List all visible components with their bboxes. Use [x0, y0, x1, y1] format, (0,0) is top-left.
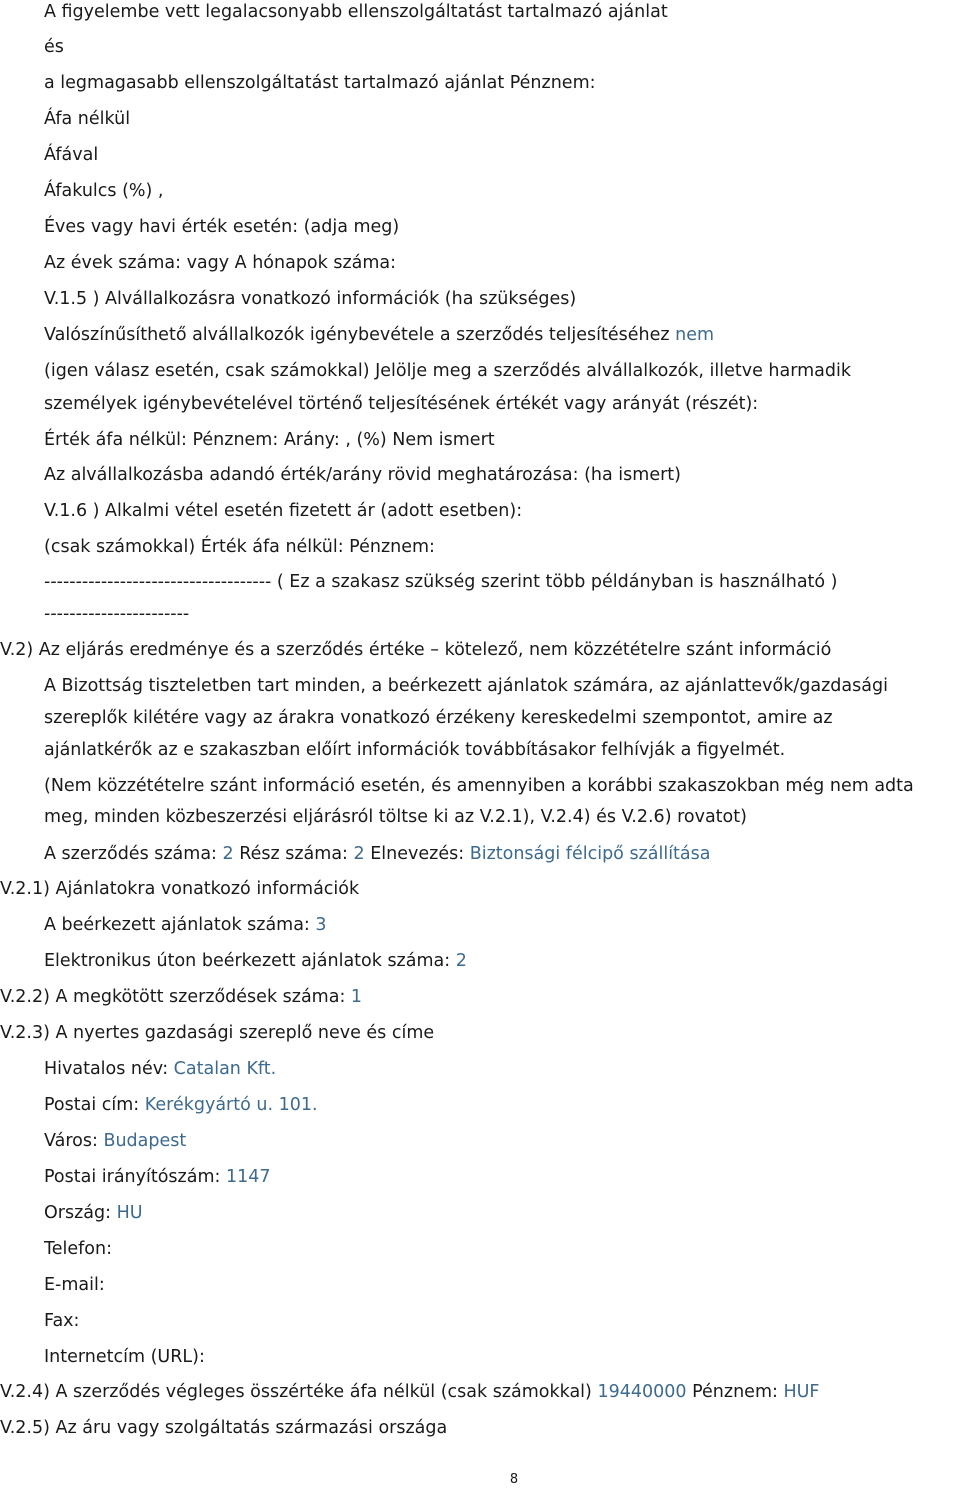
- field-label: Hivatalos név:: [44, 1059, 169, 1079]
- field-label: Elektronikus úton beérkezett ajánlatok száma:: [44, 951, 451, 971]
- field-label: Város:: [44, 1131, 98, 1151]
- text-line: [44, 215, 960, 239]
- text-line: [44, 1237, 960, 1261]
- text: -----------------------: [44, 604, 190, 624]
- text-line: [44, 1129, 960, 1153]
- text: személyek igénybevételével történő teljesítésének értékét vagy arányát (részét):: [44, 394, 759, 414]
- field-value: nem: [675, 325, 715, 345]
- text: V.2) Az eljárás eredménye és a szerződés értéke – kötelező, nem közzétételre szánt információ: [0, 640, 832, 660]
- text: a legmagasabb ellenszolgáltatást tartalmazó ajánlat Pénznem:: [44, 73, 596, 93]
- text-line: [44, 428, 960, 452]
- text: ------------------------------------ ( Ez a szakasz szükség szerint több példányban is használható ): [44, 572, 838, 592]
- section-heading: [44, 287, 960, 311]
- text: Valószínűsíthető alvállalkozók igénybevétele a szerződés teljesítéséhez: [44, 325, 670, 345]
- field-value: 2: [222, 844, 234, 864]
- field-value: 1147: [225, 1167, 271, 1187]
- text-line: [44, 738, 960, 762]
- section-heading: [0, 1416, 960, 1440]
- field-label: Elnevezés:: [370, 844, 465, 864]
- field-value: HU: [116, 1203, 143, 1223]
- text-line: [44, 107, 960, 131]
- field-label: E-mail:: [44, 1275, 105, 1295]
- text-line: [44, 359, 960, 383]
- text: Áfával: [44, 145, 99, 165]
- text: Az évek száma: vagy A hónapok száma:: [44, 253, 397, 273]
- text-line: [44, 535, 960, 559]
- text: V.2.3) A nyertes gazdasági szereplő neve és címe: [0, 1023, 435, 1043]
- section-heading: [0, 638, 960, 662]
- text: Érték áfa nélkül: Pénznem: Arány: , (%) Nem ismert: [44, 430, 495, 450]
- text-line: [44, 774, 960, 798]
- field-value: 1: [350, 987, 363, 1007]
- field-value: 2: [353, 844, 365, 864]
- text-line: [44, 143, 960, 167]
- field-label: V.2.4) A szerződés végleges összértéke áfa nélkül (csak számokkal): [0, 1382, 592, 1402]
- text: és: [44, 37, 64, 57]
- text-line: [44, 805, 960, 829]
- separator-line: [44, 570, 960, 594]
- text-line: [44, 674, 960, 698]
- text: V.2.1) Ajánlatokra vonatkozó információk: [0, 879, 360, 899]
- section-heading: [0, 1380, 960, 1404]
- field-label: Rész száma:: [239, 844, 348, 864]
- text: szereplők kilétére vagy az árakra vonatkozó érzékeny kereskedelmi szempontot, amire az: [44, 708, 833, 728]
- field-label: Fax:: [44, 1311, 80, 1331]
- text-line: [44, 1093, 960, 1117]
- field-label: Telefon:: [44, 1239, 112, 1259]
- text-line: [44, 1057, 960, 1081]
- text-line: [44, 1201, 960, 1225]
- field-label: Postai cím:: [44, 1095, 140, 1115]
- text-line: [44, 35, 960, 59]
- text: A Bizottság tiszteletben tart minden, a beérkezett ajánlatok számára, az ajánlattevők/gazdasági: [44, 676, 888, 696]
- field-label: A szerződés száma:: [44, 844, 217, 864]
- text: meg, minden közbeszerzési eljárásról töltse ki az V.2.1), V.2.4) és V.2.6) rovatot): [44, 807, 747, 827]
- page-number: 8: [509, 1472, 519, 1487]
- field-value: Budapest: [103, 1131, 187, 1151]
- text-line: [44, 1309, 960, 1333]
- text: V.2.5) Az áru vagy szolgáltatás származási országa: [0, 1418, 448, 1438]
- field-value: Catalan Kft.: [173, 1059, 277, 1079]
- section-heading: [0, 877, 960, 901]
- text: Az alvállalkozásba adandó érték/arány rövid meghatározása: (ha ismert): [44, 465, 681, 485]
- field-value: Biztonsági félcipő szállítása: [469, 844, 711, 864]
- section-heading: [0, 985, 960, 1009]
- field-value: Kerékgyártó u. 101.: [144, 1095, 318, 1115]
- field-value: 3: [315, 915, 327, 935]
- text-line: [44, 463, 960, 487]
- field-label: A beérkezett ajánlatok száma:: [44, 915, 310, 935]
- text-line: [44, 0, 960, 24]
- field-label: V.2.2) A megkötött szerződések száma:: [0, 987, 346, 1007]
- field-value: 19440000: [597, 1382, 687, 1402]
- field-label: Internetcím (URL):: [44, 1347, 205, 1367]
- section-heading: [0, 1021, 960, 1045]
- text-line: [44, 949, 960, 973]
- text: Áfakulcs (%) ,: [44, 181, 164, 201]
- text: (csak számokkal) Érték áfa nélkül: Pénznem:: [44, 537, 435, 557]
- field-value: 2: [455, 951, 467, 971]
- field-label: Postai irányítószám:: [44, 1167, 221, 1187]
- text: (igen válasz esetén, csak számokkal) Jelölje meg a szerződés alvállalkozók, illetve harmadik: [44, 361, 851, 381]
- text-line: [44, 71, 960, 95]
- text-line: [44, 1345, 960, 1369]
- text-line: [44, 1165, 960, 1189]
- text-line: [44, 392, 960, 416]
- text: Éves vagy havi érték esetén: (adja meg): [44, 217, 400, 237]
- text: A figyelembe vett legalacsonyabb ellenszolgáltatást tartalmazó ajánlat: [44, 2, 668, 22]
- text-line: [44, 1273, 960, 1297]
- text-line: [44, 323, 960, 347]
- field-label: Ország:: [44, 1203, 112, 1223]
- section-heading: [44, 499, 960, 523]
- text-line: [44, 179, 960, 203]
- text: V.1.5 ) Alvállalkozásra vonatkozó információk (ha szükséges): [44, 289, 577, 309]
- text: Áfa nélkül: [44, 109, 131, 129]
- text-line: [44, 706, 960, 730]
- text: ajánlatkérők az e szakaszban előírt információk továbbításakor felhívják a figyelmét.: [44, 740, 786, 760]
- text-line: [44, 913, 960, 937]
- field-value: HUF: [783, 1382, 820, 1402]
- text-line: [44, 251, 960, 275]
- text: V.1.6 ) Alkalmi vétel esetén fizetett ár (adott esetben):: [44, 501, 523, 521]
- text-line: [44, 842, 960, 866]
- field-label: Pénznem:: [692, 1382, 778, 1402]
- text: (Nem közzétételre szánt információ esetén, és amennyiben a korábbi szakaszokban még nem adta: [44, 776, 914, 796]
- separator-line: [44, 602, 960, 626]
